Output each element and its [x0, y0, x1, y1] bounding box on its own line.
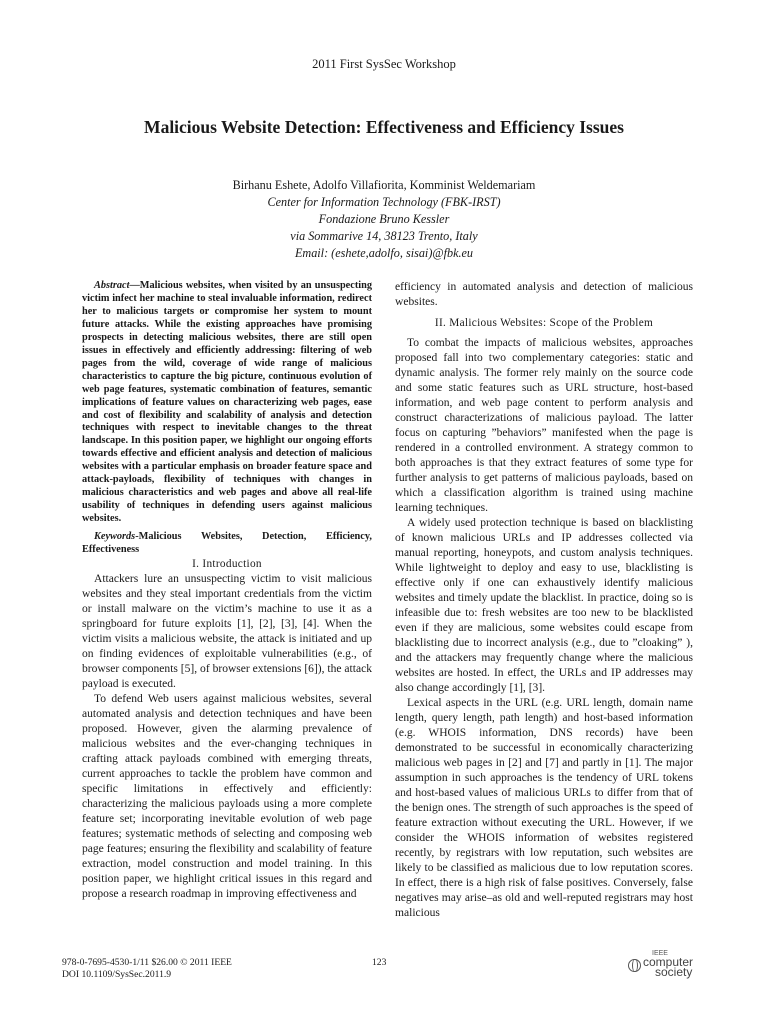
keywords	[82, 531, 372, 557]
affiliation-line: Center for Information Technology (FBK-IRST)	[267, 195, 501, 209]
footer-isbn: 978-0-7695-4530-1/11 $26.00 © 2011 IEEE	[62, 957, 232, 968]
abstract-text: —Malicious websites, when visited by an unsuspecting victim infect her machine to steal invaluable information, redirect her to malicious targets or compromise her system to mount future attacks. While the existing approaches have promising prospects in detecting malicious websites, there are still open issues in effectively and efficiently addressing: filtering of web pages from the wild, coverage of wide range of malicious characteristics to capture the big picture, continuous evolution of web page features, systematic combination of features, semantic implications of feature values on characterizing web pages, ease and cost of flexibility and scalability of analysis and detection techniques with respect to inevitable changes to the threat landscape. In this position paper, we highlight our ongoing efforts towards effective and efficient analysis and detection of malicious websites with a particular emphasis on broader feature space and attack-payloads, flexibility of techniques with changes in malicious characteristics and web pages and above all real-life usability of techniques in defending users against malicious websites.	[82, 280, 372, 525]
paragraph: A widely used protection technique is based on blacklisting of known malicious URLs and IP addresses collected via manual reporting, honeypots, and custom analysis techniques. While lightweight to deploy and easy to use, blacklisting is effective only if one can exhaustively identify malicious websites and timely update the blacklist. In practice, doing so is infeasible due to: fresh websites are too new to be blacklisted even if they are malicious, some websites could escape from blacklisting due to incorrect analysis (e.g., due to ”cloaking” ), and the attackers may frequently change where the malicious websites are hosted. In effect, the URLs and IP addresses may also change accordingly [1], [3].	[395, 517, 693, 694]
section-heading-introduction: I. Introduction	[192, 558, 262, 571]
globe-icon	[628, 959, 641, 972]
paragraph: Lexical aspects in the URL (e.g. URL length, domain name length, query length, path length) and host-based information (e.g. WHOIS information, DNS records) have been demonstrated to be successful in economically characterizing malicious web pages in [2] and [7] and partly in [1]. The major assumption in such approaches is the tendency of URL tokens and host-based values of malicious URLs to differ from that of the benign ones. The strength of such approaches is the speed of feature extraction without executing the URL. However, if we consider the WHOIS information of websites registered recently, by registrars with low reputation, such websites are likely to be classified as malicious due to low reputation scores. In effect, there is a high risk of false positives. Conversely, false negatives may arise–as old and well-reputed registrars may host malicious	[395, 697, 693, 919]
workshop-header: 2011 First SysSec Workshop	[312, 57, 456, 71]
logo-ieee-text: IEEE	[652, 950, 668, 957]
logo-text	[643, 957, 693, 977]
left-column	[82, 280, 372, 902]
affiliation-line: Fondazione Bruno Kessler	[318, 212, 450, 226]
logo-line-society: society	[655, 965, 693, 979]
abstract	[82, 280, 372, 526]
computer-society-logo	[624, 950, 714, 984]
affiliation-line: via Sommarive 14, 38123 Trento, Italy	[290, 229, 478, 243]
paragraph: efficiency in automated analysis and detection of malicious websites.	[395, 281, 693, 308]
paper-title: Malicious Website Detection: Effectiveness and Efficiency Issues	[144, 117, 624, 137]
page-number: 123	[372, 957, 387, 968]
keywords-label: Keywords	[94, 531, 136, 543]
footer-doi: DOI 10.1109/SysSec.2011.9	[62, 969, 172, 980]
logo-line-computer: computer	[643, 955, 694, 969]
keywords-text: -Malicious Websites, Detection, Efficiency, Effectiveness	[82, 531, 372, 556]
footer-copyright	[62, 957, 232, 981]
paragraph: Attackers lure an unsuspecting victim to visit malicious websites and they steal important credentials from the victim or install malware on the victim’s machine to use it as a springboard for future exploits [1], [2], [3], [4]. When the victim visits a malicious website, the attack is initiated and up on finding evidences of exploitable vulnerabilities (e.g., of browser components [5], of browser extensions [6]), the attack payload is executed.	[82, 573, 372, 691]
author-names: Birhanu Eshete, Adolfo Villafiorita, Komminist Weldemariam	[232, 178, 536, 192]
paragraph: To defend Web users against malicious websites, several automated analysis and detection techniques and have been proposed. However, given the alarming prevalence of malicious websites and the ever-changing techniques in crafting attack payloads combined with emerging threats, current approaches to tackle the problem have common and specific limitations in effectively and efficiently: characterizing the malicious payloads using a more complete feature set; incorporating inevitable evolution of web page features; systematic methods of selecting and composing web page features; ensuring the flexibility and scalability of feature extraction, model construction and model training. In this position paper, we highlight critical issues in this regard and propose a research roadmap in improving effectiveness and	[82, 693, 372, 901]
section-heading-scope: II. Malicious Websites: Scope of the Problem	[434, 317, 654, 329]
paragraph: To combat the impacts of malicious websites, approaches proposed fall into two complementary categories: static and dynamic analysis. The former rely mainly on the source code and some static features such as URL structure, host-based information, and web page content to perform analysis and construct characterizations of malicious payload. The latter focus on capturing ”behaviors” manifested when the page is rendered in a controlled environment. A strategy common to both approaches is that they extract features of some type for further analysis to get patterns of malicious payloads, based on which a classification algorithm is trained using machine learning techniques.	[395, 337, 693, 514]
right-column	[395, 280, 693, 921]
abstract-label: Abstract	[94, 280, 130, 291]
author-email: Email: (eshete,adolfo, sisai)@fbk.eu	[294, 246, 474, 260]
